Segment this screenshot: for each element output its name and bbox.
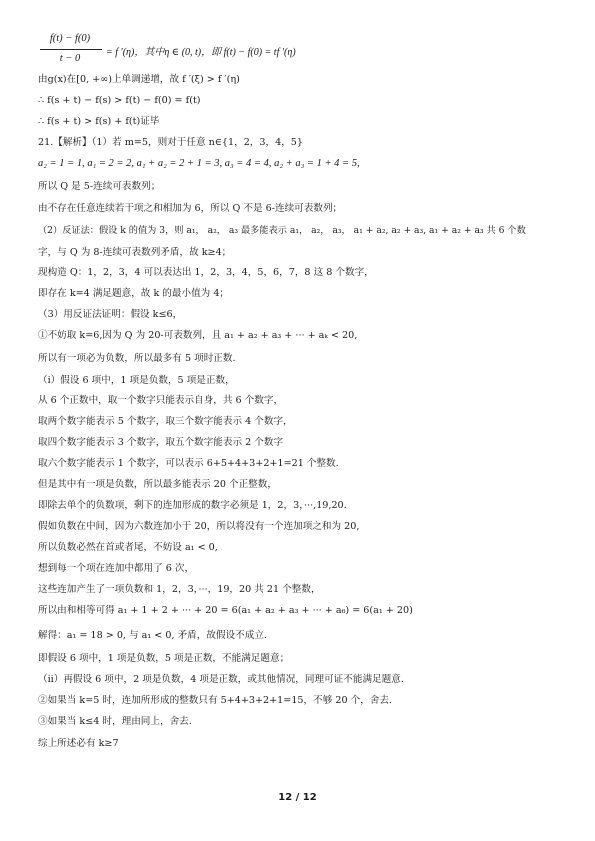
- math-line: a₂ = 1 = 1, a₁ = 2 = 2, a₁ + a₂ = 2 + 1 = 3, a₃ = 4 = 4, a₂ + a₃ = 1 + 4 = 5,: [38, 158, 360, 169]
- fraction-rest: = f ′(η)，其中η ∈ (0, t)，即 f(t) − f(0) = tf ′(η): [106, 47, 296, 58]
- text-line: ②如果当 k=5 时，连加所形成的整数只有 5+4+3+2+1=15，不够 20 个，舍去.: [38, 695, 393, 706]
- text-line: 即假设 6 项中，1 项是负数，5 项是正数，不能满足题意；: [38, 653, 290, 664]
- text-line: 从 6 个正数中，取一个数字只能表示自身，共 6 个数字，: [38, 395, 284, 406]
- text-line: （3）用反证法证明：假设 k≤6，: [38, 309, 183, 320]
- text-line: 假如负数在中间，因为六数连加小于 20，所以将没有一个连加项之和为 20,: [38, 521, 360, 532]
- text-line: 字，与 Q 为 8-连续可表数列矛盾，故 k≥4；: [38, 247, 232, 258]
- text-line: 这些连加产生了一项负数和 1，2，3，···，19，20 共 21 个整数，: [38, 584, 321, 595]
- text-line: 由g(x)在[0, +∞)上单调递增，故 f ′(ξ) > f ′(η): [38, 74, 240, 85]
- text-line: 21.【解析】（1）若 m=5，则对于任意 n∈{1，2，3，4，5}: [38, 137, 304, 148]
- text-line: 取六个数字能表示 1 个数字，可以表示 6+5+4+3+2+1=21 个整数.: [38, 458, 339, 469]
- text-line: 所以负数必然在首或者尾，不妨设 a₁ < 0,: [38, 542, 218, 553]
- text-line: 取两个数字能表示 5 个数字，取三个数字能表示 4 个数字，: [38, 416, 293, 427]
- fraction-denominator: t − 0: [59, 53, 81, 64]
- text-line: 由不存在任意连续若干项之和相加为 6，所以 Q 不是 6-连续可表数列；: [38, 203, 343, 214]
- text-line: 综上所述必有 k≥7: [38, 738, 119, 749]
- text-line: 所以由和相等可得 a₁ + 1 + 2 + ··· + 20 = 6(a₁ + a₂ + a₃ + ··· + a₆) = 6(a₁ + 20): [38, 605, 413, 616]
- text-line: ①不妨取 k=6,因为 Q 为 20-可表数列，且 a₁ + a₂ + a₃ + ··· + aₖ < 20,: [38, 330, 358, 341]
- text-line: ∴ f(s + t) > f(s) + f(t)证毕: [38, 116, 160, 127]
- fraction-bar: [40, 49, 102, 50]
- text-line: 现构造 Q：1，2，3，4 可以表达出 1，2，3，4，5，6，7，8 这 8 个数字，: [38, 267, 374, 278]
- text-line: （2）反证法：假设 k 的值为 3，则 a₁， a₂， a₃ 最多能表示 a₁， a₂， a₃， a₁ + a₂, a₂ + a₃, a₁ + a₂ + a₃ 共 6 个数: [38, 225, 526, 236]
- text-line: 但是其中有一项是负数，所以最多能表示 20 个正整数，: [38, 479, 277, 490]
- text-line: 取四个数字能表示 3 个数字，取五个数字能表示 2 个数字: [38, 437, 284, 448]
- text-line: ③如果当 k≤4 时，理由同上，舍去.: [38, 716, 192, 727]
- text-line: （ii）再假设 6 项中，2 项是负数，4 项是正数，或其他情况，同理可证不能满足题意.: [38, 674, 404, 685]
- text-line: 所以有一项必为负数，所以最多有 5 项时正数.: [38, 353, 236, 364]
- text-line: （i）假设 6 项中，1 项是负数，5 项是正数，: [38, 375, 235, 386]
- text-line: 想到每一个项在连加中都用了 6 次，: [38, 563, 195, 574]
- fraction-numerator: f(t) − f(0): [49, 33, 91, 44]
- text-line: 即除去单个的负数项，剩下的连加形成的数字必须是 1，2，3，···,19,20.: [38, 500, 347, 511]
- text-line: ∴ f(s + t) − f(s) > f(t) − f(0) = f(t): [38, 95, 201, 106]
- page-number: 12 / 12: [278, 792, 317, 803]
- text-line: 解得：a₁ = 18 > 0, 与 a₁ < 0, 矛盾，故假设不成立.: [38, 630, 267, 641]
- text-line: 即存在 k=4 满足题意，故 k 的最小值为 4；: [38, 288, 230, 299]
- text-line: 所以 Q 是 5-连续可表数列；: [38, 181, 161, 192]
